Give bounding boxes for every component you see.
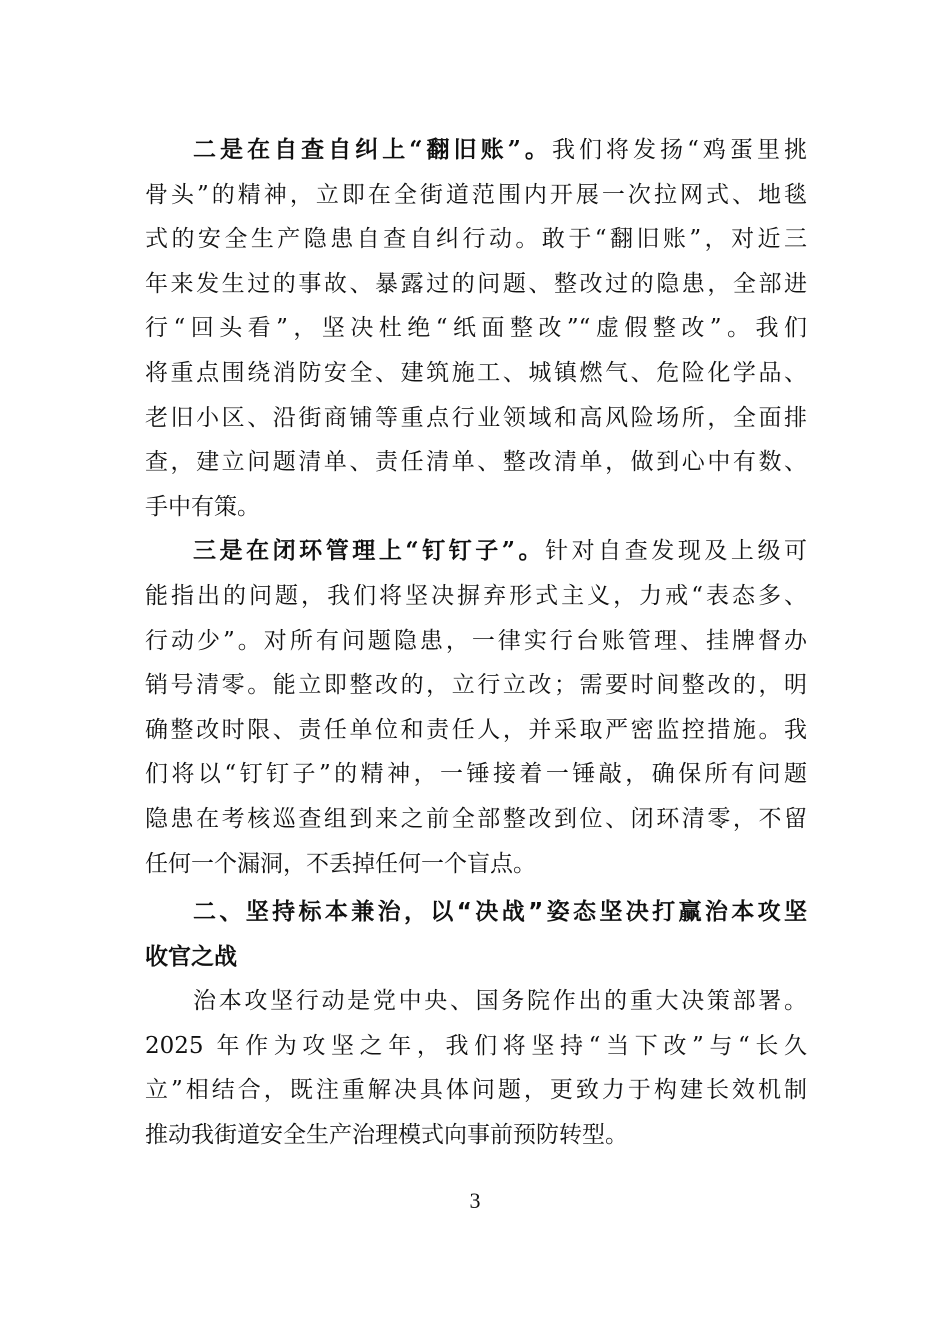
text-line: 推动我街道安全生产治理模式向事前预防转型。	[145, 1122, 628, 1149]
text-line: 确整改时限、责任单位和责任人，并采取严密监控措施。我	[145, 716, 807, 743]
document-body	[145, 128, 807, 1158]
text-line: 隐患在考核巡查组到来之前全部整改到位、闭环清零，不留	[145, 805, 807, 832]
heading-line: 二、坚持标本兼治，以“决战”姿态坚决打赢治本攻坚	[193, 899, 807, 926]
text-span: 我们将发扬“鸡蛋里挑	[551, 137, 807, 163]
text-line: 行动少”。对所有问题隐患，一律实行台账管理、挂牌督办	[145, 627, 807, 654]
text-line: 查，建立问题清单、责任清单、整改清单，做到心中有数、	[145, 449, 807, 476]
text-line: 年来发生过的事故、暴露过的问题、整改过的隐患，全部进	[145, 270, 807, 297]
section-heading	[145, 890, 807, 979]
paragraph-root-cause	[145, 979, 807, 1157]
text-line: 任何一个漏洞，不丢掉任何一个盲点。	[145, 850, 536, 877]
text-line: 能指出的问题，我们将坚决摒弃形式主义，力戒“表态多、	[145, 582, 807, 609]
page-number: 3	[469, 1188, 481, 1213]
paragraph-self-inspection	[145, 128, 807, 529]
text-line: 治本攻坚行动是党中央、国务院作出的重大决策部署。	[193, 988, 807, 1015]
text-line: 手中有策。	[145, 493, 260, 520]
text-line: 们将以“钉钉子”的精神，一锤接着一锤敲，确保所有问题	[145, 761, 807, 788]
text-line	[145, 128, 807, 173]
text-line: 行“回头看”，坚决杜绝“纸面整改”“虚假整改”。我们	[145, 315, 807, 342]
heading-line: 收官之战	[145, 943, 237, 970]
text-line	[145, 529, 807, 574]
text-line: 老旧小区、沿街商铺等重点行业领域和高风险场所，全面排	[145, 404, 807, 431]
text-line: 2025 年作为攻坚之年，我们将坚持“当下改”与“长久	[145, 1032, 807, 1059]
text-line: 销号清零。能立即整改的，立行立改；需要时间整改的，明	[145, 672, 807, 699]
text-line: 骨头”的精神，立即在全街道范围内开展一次拉网式、地毯	[145, 181, 807, 208]
paragraph-lead: 三是在闭环管理上“钉钉子”。	[193, 537, 546, 565]
paragraph-lead: 二是在自查自纠上“翻旧账”。	[193, 136, 552, 163]
text-span: 针对自查发现及上级可	[545, 538, 807, 565]
text-line: 将重点围绕消防安全、建筑施工、城镇燃气、危险化学品、	[145, 359, 807, 386]
text-line: 式的安全生产隐患自查自纠行动。敢于“翻旧账”，对近三	[145, 226, 807, 253]
paragraph-closed-loop	[145, 529, 807, 886]
text-line: 立”相结合，既注重解决具体问题，更致力于构建长效机制	[145, 1077, 807, 1104]
